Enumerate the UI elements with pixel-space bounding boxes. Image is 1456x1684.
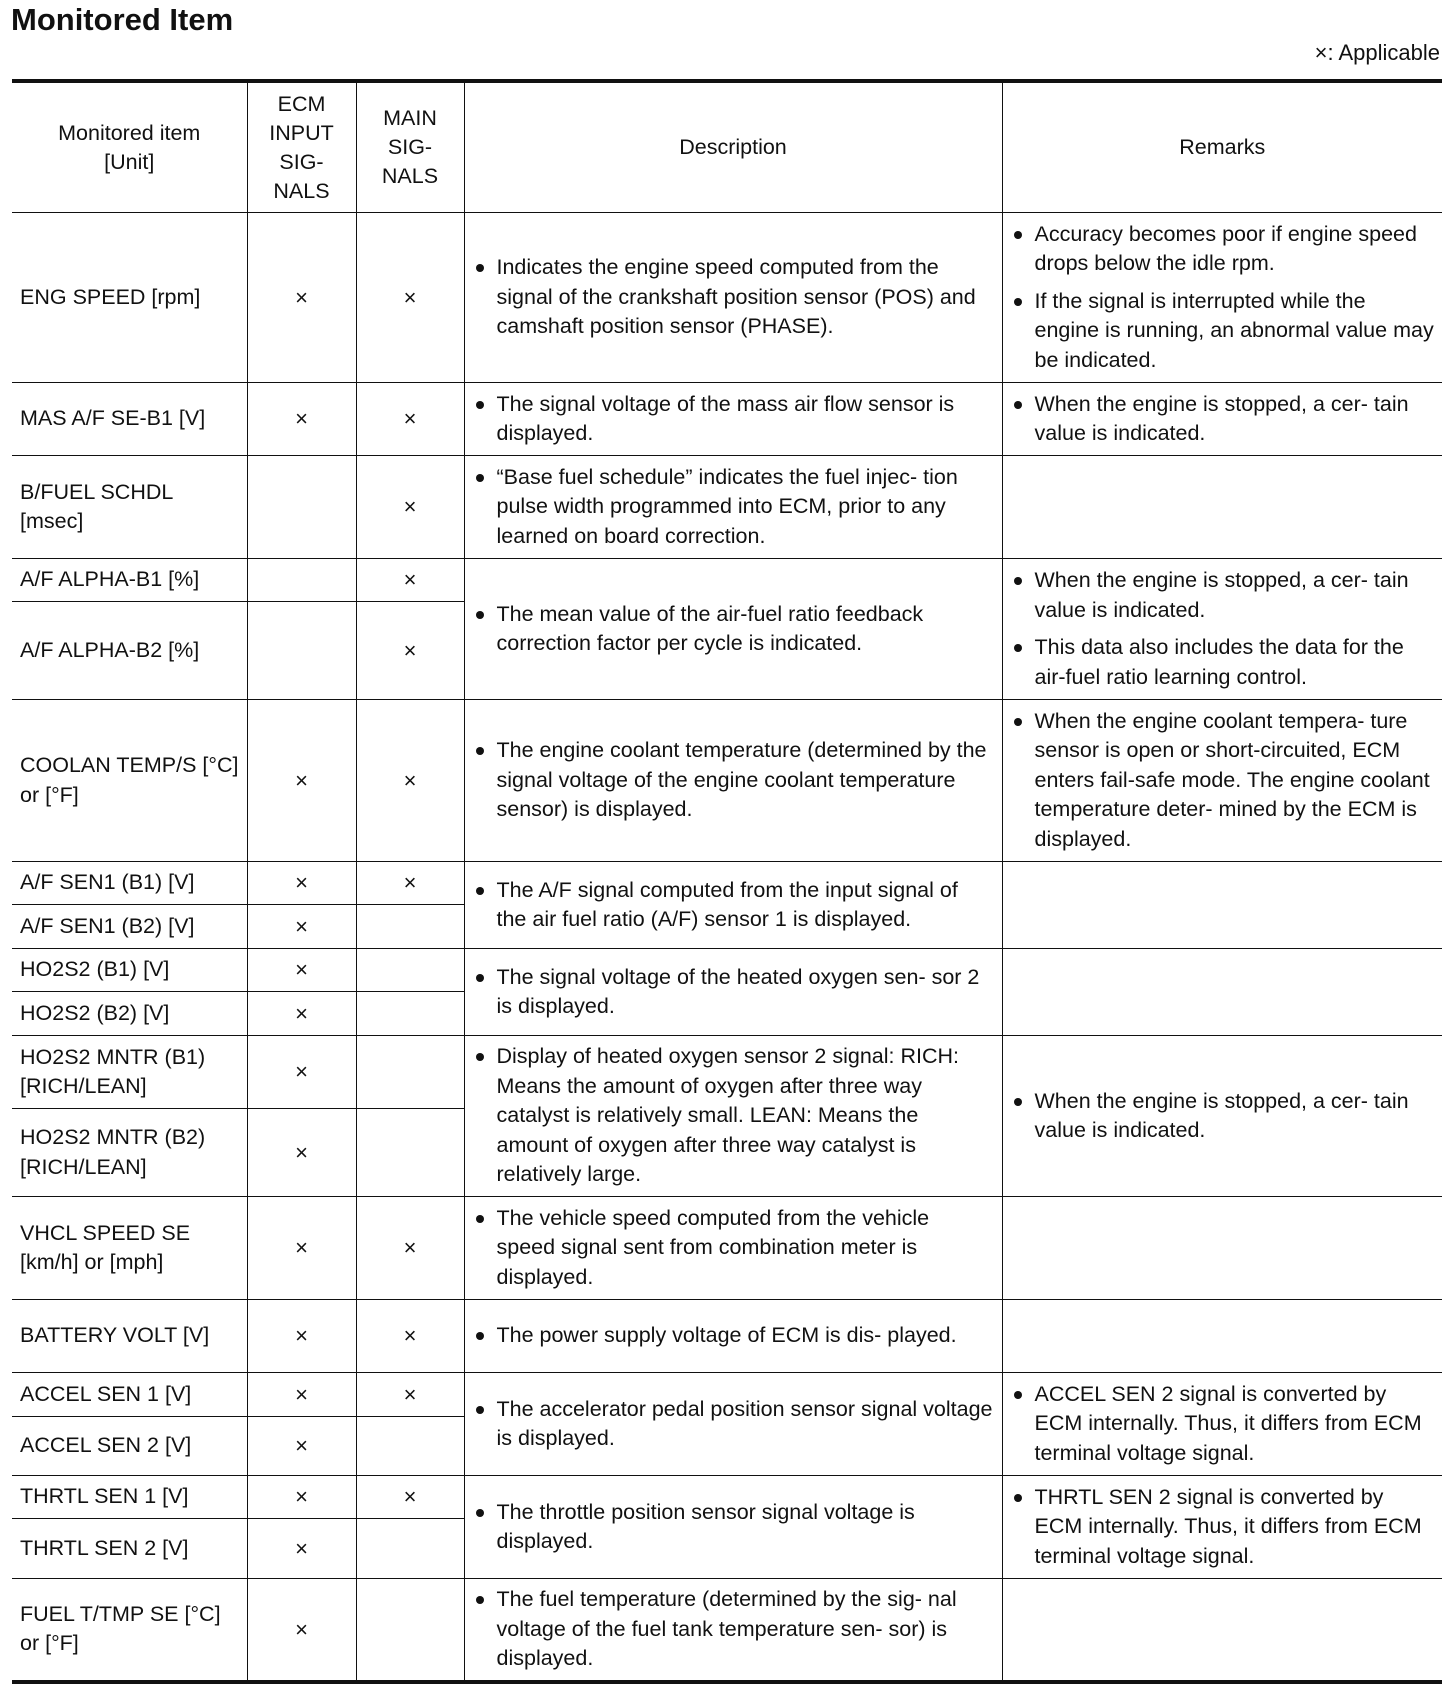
- table-row: [12, 1579, 1442, 1682]
- ecm-mark: ×: [247, 1373, 356, 1417]
- table-row: [12, 559, 1442, 602]
- remark-bullet: When the engine coolant tempera- ture sensor is open or short-circuited, ECM enters fail-safe mode. The engine coolant temperature deter- mined by the ECM is displayed.: [1011, 707, 1435, 855]
- ecm-mark: ×: [247, 1579, 356, 1682]
- item-cell: BATTERY VOLT [V]: [12, 1300, 247, 1373]
- table-row: [12, 213, 1442, 383]
- item-cell: HO2S2 (B1) [V]: [12, 949, 247, 992]
- ecm-mark: ×: [247, 383, 356, 456]
- item-cell: FUEL T/TMP SE [°C] or [°F]: [12, 1579, 247, 1682]
- description-bullet: The vehicle speed computed from the vehicle speed signal sent from combination meter is displayed.: [473, 1204, 994, 1293]
- header-description: Description: [464, 81, 1002, 213]
- main-mark: ×: [356, 456, 464, 559]
- table-row: [12, 1373, 1442, 1417]
- table-row: [12, 1476, 1442, 1519]
- main-mark: ×: [356, 383, 464, 456]
- main-mark: ×: [356, 213, 464, 383]
- description-bullet: Display of heated oxygen sensor 2 signal: RICH: Means the amount of oxygen after three way catalyst is relatively small. LEAN: Means the amount of oxygen after three way catalyst is relatively large.: [473, 1042, 994, 1190]
- description-bullet: “Base fuel schedule” indicates the fuel injec- tion pulse width programmed into ECM, prior to any learned on board correction.: [473, 463, 994, 552]
- ecm-mark: ×: [247, 1476, 356, 1519]
- description-bullet: The fuel temperature (determined by the sig- nal voltage of the fuel tank temperature sen- sor) is displayed.: [473, 1585, 994, 1674]
- table-row: [12, 1197, 1442, 1300]
- header-row: [12, 81, 1442, 213]
- remark-bullet: If the signal is interrupted while the engine is running, an abnormal value may be indicated.: [1011, 287, 1435, 376]
- ecm-mark: ×: [247, 862, 356, 905]
- item-cell: ACCEL SEN 2 [V]: [12, 1417, 247, 1476]
- remark-bullet: When the engine is stopped, a cer- tain value is indicated.: [1011, 1087, 1435, 1146]
- main-mark: ×: [356, 1197, 464, 1300]
- item-cell: HO2S2 MNTR (B2) [RICH/LEAN]: [12, 1109, 247, 1197]
- item-cell: HO2S2 (B2) [V]: [12, 992, 247, 1036]
- description-bullet: The mean value of the air-fuel ratio feedback correction factor per cycle is indicated.: [473, 600, 994, 659]
- description-bullet: The throttle position sensor signal voltage is displayed.: [473, 1498, 994, 1557]
- ecm-mark: ×: [247, 213, 356, 383]
- description-cell: [464, 213, 1002, 383]
- ecm-mark: [247, 456, 356, 559]
- remarks-cell: [1002, 1300, 1442, 1373]
- item-cell: THRTL SEN 2 [V]: [12, 1519, 247, 1579]
- ecm-mark: ×: [247, 949, 356, 992]
- description-bullet: The signal voltage of the mass air flow sensor is displayed.: [473, 390, 994, 449]
- main-mark: [356, 905, 464, 949]
- item-cell: B/FUEL SCHDL [msec]: [12, 456, 247, 559]
- remarks-cell: [1002, 949, 1442, 1036]
- main-mark: ×: [356, 862, 464, 905]
- description-cell: [464, 559, 1002, 700]
- description-cell: [464, 1197, 1002, 1300]
- item-cell: VHCL SPEED SE [km/h] or [mph]: [12, 1197, 247, 1300]
- ecm-mark: [247, 559, 356, 602]
- remarks-cell: [1002, 383, 1442, 456]
- remarks-cell: [1002, 700, 1442, 862]
- table-row: [12, 456, 1442, 559]
- remarks-cell: [1002, 1476, 1442, 1579]
- description-cell: [464, 949, 1002, 1036]
- main-mark: ×: [356, 700, 464, 862]
- main-mark: ×: [356, 602, 464, 700]
- item-cell: ENG SPEED [rpm]: [12, 213, 247, 383]
- item-cell: COOLAN TEMP/S [°C] or [°F]: [12, 700, 247, 862]
- main-mark: [356, 949, 464, 992]
- table-row: [12, 862, 1442, 905]
- table-row: [12, 383, 1442, 456]
- description-bullet: The signal voltage of the heated oxygen sen- sor 2 is displayed.: [473, 963, 994, 1022]
- page-title: Monitored Item: [11, 2, 234, 37]
- ecm-mark: ×: [247, 1300, 356, 1373]
- item-cell: MAS A/F SE-B1 [V]: [12, 383, 247, 456]
- remark-bullet: Accuracy becomes poor if engine speed drops below the idle rpm.: [1011, 220, 1435, 279]
- description-bullet: The A/F signal computed from the input signal of the air fuel ratio (A/F) sensor 1 is displayed.: [473, 876, 994, 935]
- remarks-cell: [1002, 1197, 1442, 1300]
- main-mark: [356, 1036, 464, 1109]
- header-main-signals: MAIN SIG- NALS: [356, 81, 464, 213]
- remark-bullet: When the engine is stopped, a cer- tain value is indicated.: [1011, 390, 1435, 449]
- item-cell: HO2S2 MNTR (B1) [RICH/LEAN]: [12, 1036, 247, 1109]
- main-mark: [356, 1519, 464, 1579]
- header-ecm-input-signals: ECM INPUT SIG- NALS: [247, 81, 356, 213]
- remarks-cell: [1002, 1579, 1442, 1682]
- item-cell: ACCEL SEN 1 [V]: [12, 1373, 247, 1417]
- table-row: [12, 949, 1442, 992]
- table-row: [12, 1036, 1442, 1109]
- ecm-mark: ×: [247, 992, 356, 1036]
- item-cell: THRTL SEN 1 [V]: [12, 1476, 247, 1519]
- main-mark: ×: [356, 1476, 464, 1519]
- description-cell: [464, 862, 1002, 949]
- main-mark: ×: [356, 1373, 464, 1417]
- description-bullet: The engine coolant temperature (determined by the signal voltage of the engine coolant temperature sensor) is displayed.: [473, 736, 994, 825]
- remarks-cell: [1002, 213, 1442, 383]
- description-cell: [464, 1579, 1002, 1682]
- ecm-mark: ×: [247, 1036, 356, 1109]
- ecm-mark: ×: [247, 1109, 356, 1197]
- remark-bullet: ACCEL SEN 2 signal is converted by ECM internally. Thus, it differs from ECM terminal voltage signal.: [1011, 1380, 1435, 1469]
- table-row: [12, 700, 1442, 862]
- remarks-cell: [1002, 456, 1442, 559]
- description-bullet: The accelerator pedal position sensor signal voltage is displayed.: [473, 1395, 994, 1454]
- item-cell: A/F SEN1 (B2) [V]: [12, 905, 247, 949]
- remark-bullet: When the engine is stopped, a cer- tain value is indicated.: [1011, 566, 1435, 625]
- description-cell: [464, 1476, 1002, 1579]
- remarks-cell: [1002, 1036, 1442, 1197]
- description-cell: [464, 1373, 1002, 1476]
- ecm-mark: [247, 602, 356, 700]
- main-mark: [356, 1109, 464, 1197]
- description-cell: [464, 383, 1002, 456]
- main-mark: [356, 1579, 464, 1682]
- header-remarks: Remarks: [1002, 81, 1442, 213]
- main-mark: [356, 992, 464, 1036]
- remarks-cell: [1002, 862, 1442, 949]
- description-bullet: The power supply voltage of ECM is dis- played.: [473, 1321, 994, 1351]
- ecm-mark: ×: [247, 1519, 356, 1579]
- description-cell: [464, 1036, 1002, 1197]
- item-cell: A/F ALPHA-B1 [%]: [12, 559, 247, 602]
- item-cell: A/F SEN1 (B1) [V]: [12, 862, 247, 905]
- legend-applicable: ×: Applicable: [1314, 40, 1440, 65]
- main-mark: [356, 1417, 464, 1476]
- header-monitored-item: Monitored item [Unit]: [12, 81, 247, 213]
- description-cell: [464, 1300, 1002, 1373]
- main-mark: ×: [356, 559, 464, 602]
- ecm-mark: ×: [247, 1197, 356, 1300]
- description-cell: [464, 700, 1002, 862]
- description-bullet: Indicates the engine speed computed from the signal of the crankshaft position sensor (POS) and camshaft position sensor (PHASE).: [473, 253, 994, 342]
- monitored-item-table: [12, 79, 1442, 1684]
- description-cell: [464, 456, 1002, 559]
- ecm-mark: ×: [247, 1417, 356, 1476]
- remarks-cell: [1002, 1373, 1442, 1476]
- ecm-mark: ×: [247, 905, 356, 949]
- remark-bullet: This data also includes the data for the air-fuel ratio learning control.: [1011, 633, 1435, 692]
- main-mark: ×: [356, 1300, 464, 1373]
- item-cell: A/F ALPHA-B2 [%]: [12, 602, 247, 700]
- ecm-mark: ×: [247, 700, 356, 862]
- table-row: [12, 1300, 1442, 1373]
- remarks-cell: [1002, 559, 1442, 700]
- remark-bullet: THRTL SEN 2 signal is converted by ECM internally. Thus, it differs from ECM terminal voltage signal.: [1011, 1483, 1435, 1572]
